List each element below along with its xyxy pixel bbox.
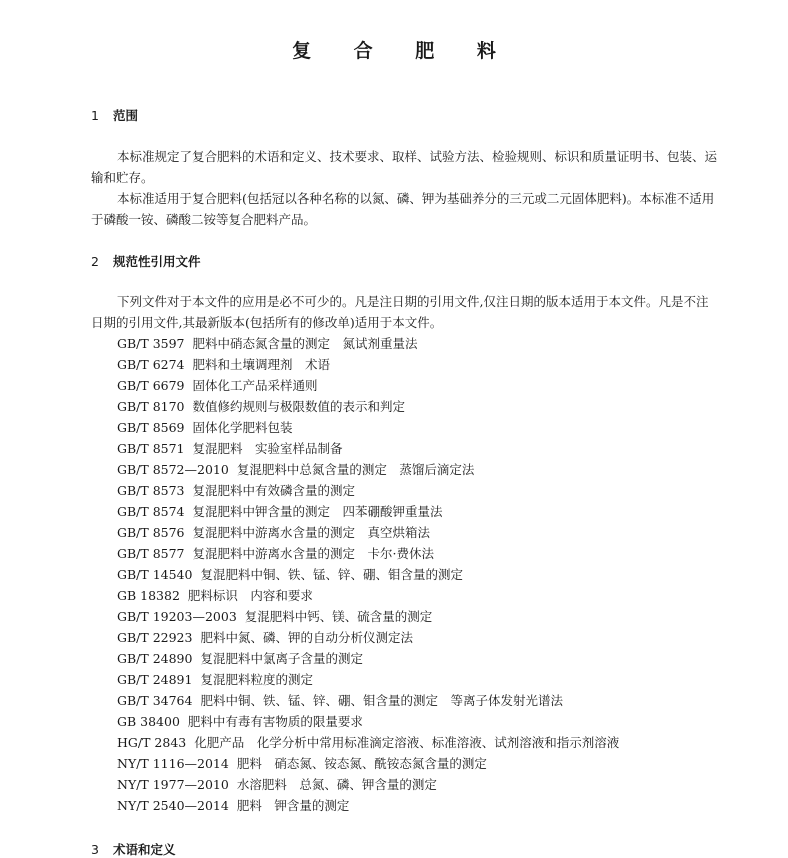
reference-item <box>117 690 619 711</box>
reference-code: GB/T 24891 <box>117 672 193 687</box>
reference-title: 复混肥料中钙、镁、硫含量的测定 <box>244 609 433 624</box>
reference-title: 肥料中氮、磷、钾的自动分析仪测定法 <box>200 630 413 645</box>
reference-code: GB/T 8571 <box>117 441 185 456</box>
reference-item <box>117 753 619 774</box>
reference-item <box>117 480 619 501</box>
section-title: 术语和定义 <box>113 842 176 857</box>
paragraph-text: 下列文件对于本文件的应用是必不可少的。凡是注日期的引用文件,仅注日期的版本适用于本文件。凡是不注日期的引用文件,其最新版本(包括所有的修改单)适用于本文件。 <box>91 294 709 330</box>
reference-item <box>117 711 619 732</box>
scope-paragraph-1 <box>91 146 717 188</box>
reference-item <box>117 543 619 564</box>
reference-title: 肥料 钾含量的测定 <box>236 798 350 813</box>
reference-code: GB/T 8577 <box>117 546 185 561</box>
reference-code: GB/T 8574 <box>117 504 185 519</box>
reference-item <box>117 501 619 522</box>
reference-item <box>117 564 619 585</box>
reference-code: GB/T 19203—2003 <box>117 609 237 624</box>
reference-title: 复混肥料中氯离子含量的测定 <box>200 651 363 666</box>
reference-code: GB/T 8573 <box>117 483 185 498</box>
reference-code: GB/T 8569 <box>117 420 185 435</box>
reference-code: GB/T 14540 <box>117 567 193 582</box>
section-number: 3 <box>91 842 99 857</box>
reference-item <box>117 333 619 354</box>
reference-list <box>117 333 619 816</box>
section-title: 范围 <box>113 108 139 123</box>
reference-item <box>117 732 619 753</box>
reference-item <box>117 459 619 480</box>
reference-code: GB/T 6274 <box>117 357 185 372</box>
reference-code: GB/T 24890 <box>117 651 193 666</box>
reference-code: GB/T 6679 <box>117 378 185 393</box>
reference-title: 肥料标识 内容和要求 <box>187 588 313 603</box>
reference-title: 数值修约规则与极限数值的表示和判定 <box>192 399 406 414</box>
reference-code: NY/T 2540—2014 <box>117 798 229 813</box>
reference-code: NY/T 1977—2010 <box>117 777 229 792</box>
reference-title: 复混肥料中总氮含量的测定 蒸馏后滴定法 <box>236 462 475 477</box>
reference-item <box>117 627 619 648</box>
section-number: 1 <box>91 108 99 123</box>
section-2-heading <box>91 252 201 270</box>
reference-item <box>117 438 619 459</box>
reference-title: 化肥产品 化学分析中常用标准滴定溶液、标准溶液、试剂溶液和指示剂溶液 <box>194 735 620 750</box>
reference-code: GB/T 8576 <box>117 525 185 540</box>
section-number: 2 <box>91 254 99 269</box>
reference-title: 复混肥料粒度的测定 <box>200 672 313 687</box>
reference-title: 复混肥料中有效磷含量的测定 <box>192 483 356 498</box>
reference-item <box>117 669 619 690</box>
scope-paragraph-2 <box>91 188 717 230</box>
reference-title: 肥料 硝态氮、铵态氮、酰铵态氮含量的测定 <box>236 756 487 771</box>
reference-title: 水溶肥料 总氮、磷、钾含量的测定 <box>236 777 437 792</box>
section-1-heading <box>91 106 138 124</box>
reference-item <box>117 585 619 606</box>
reference-item <box>117 375 619 396</box>
reference-title: 复混肥料 实验室样品制备 <box>192 441 343 456</box>
references-intro <box>91 291 717 333</box>
reference-title: 肥料中有毒有害物质的限量要求 <box>187 714 363 729</box>
reference-code: HG/T 2843 <box>117 735 187 750</box>
reference-title: 固体化学肥料包装 <box>192 420 293 435</box>
paragraph-text: 本标准适用于复合肥料(包括冠以各种名称的以氮、磷、钾为基础养分的三元或二元固体肥料)。本标准不适用于磷酸一铵、磷酸二铵等复合肥料产品。 <box>91 191 715 227</box>
section-title: 规范性引用文件 <box>113 254 201 269</box>
paragraph-text: 本标准规定了复合肥料的术语和定义、技术要求、取样、试验方法、检验规则、标识和质量证明书、包装、运输和贮存。 <box>91 149 718 185</box>
reference-item <box>117 774 619 795</box>
reference-title: 复混肥料中游离水含量的测定 卡尔·费休法 <box>192 546 434 561</box>
reference-item <box>117 606 619 627</box>
section-3-heading <box>91 840 176 858</box>
reference-title: 肥料中硝态氮含量的测定 氮试剂重量法 <box>192 336 418 351</box>
reference-code: GB 18382 <box>117 588 180 603</box>
reference-item <box>117 522 619 543</box>
reference-item <box>117 354 619 375</box>
reference-item <box>117 417 619 438</box>
document-title: 复 合 肥 料 <box>292 40 514 62</box>
reference-title: 复混肥料中钾含量的测定 四苯硼酸钾重量法 <box>192 504 443 519</box>
reference-title: 肥料和土壤调理剂 术语 <box>192 357 331 372</box>
reference-code: GB 38400 <box>117 714 180 729</box>
reference-item <box>117 396 619 417</box>
reference-code: GB/T 34764 <box>117 693 193 708</box>
reference-item <box>117 648 619 669</box>
reference-title: 固体化工产品采样通则 <box>192 378 318 393</box>
reference-code: GB/T 8170 <box>117 399 185 414</box>
reference-code: GB/T 3597 <box>117 336 185 351</box>
reference-title: 复混肥料中游离水含量的测定 真空烘箱法 <box>192 525 431 540</box>
reference-item <box>117 795 619 816</box>
reference-code: GB/T 8572—2010 <box>117 462 229 477</box>
reference-code: NY/T 1116—2014 <box>117 756 229 771</box>
reference-title: 复混肥料中铜、铁、锰、锌、硼、钼含量的测定 <box>200 567 463 582</box>
reference-title: 肥料中铜、铁、锰、锌、硼、钼含量的测定 等离子体发射光谱法 <box>200 693 563 708</box>
reference-code: GB/T 22923 <box>117 630 193 645</box>
